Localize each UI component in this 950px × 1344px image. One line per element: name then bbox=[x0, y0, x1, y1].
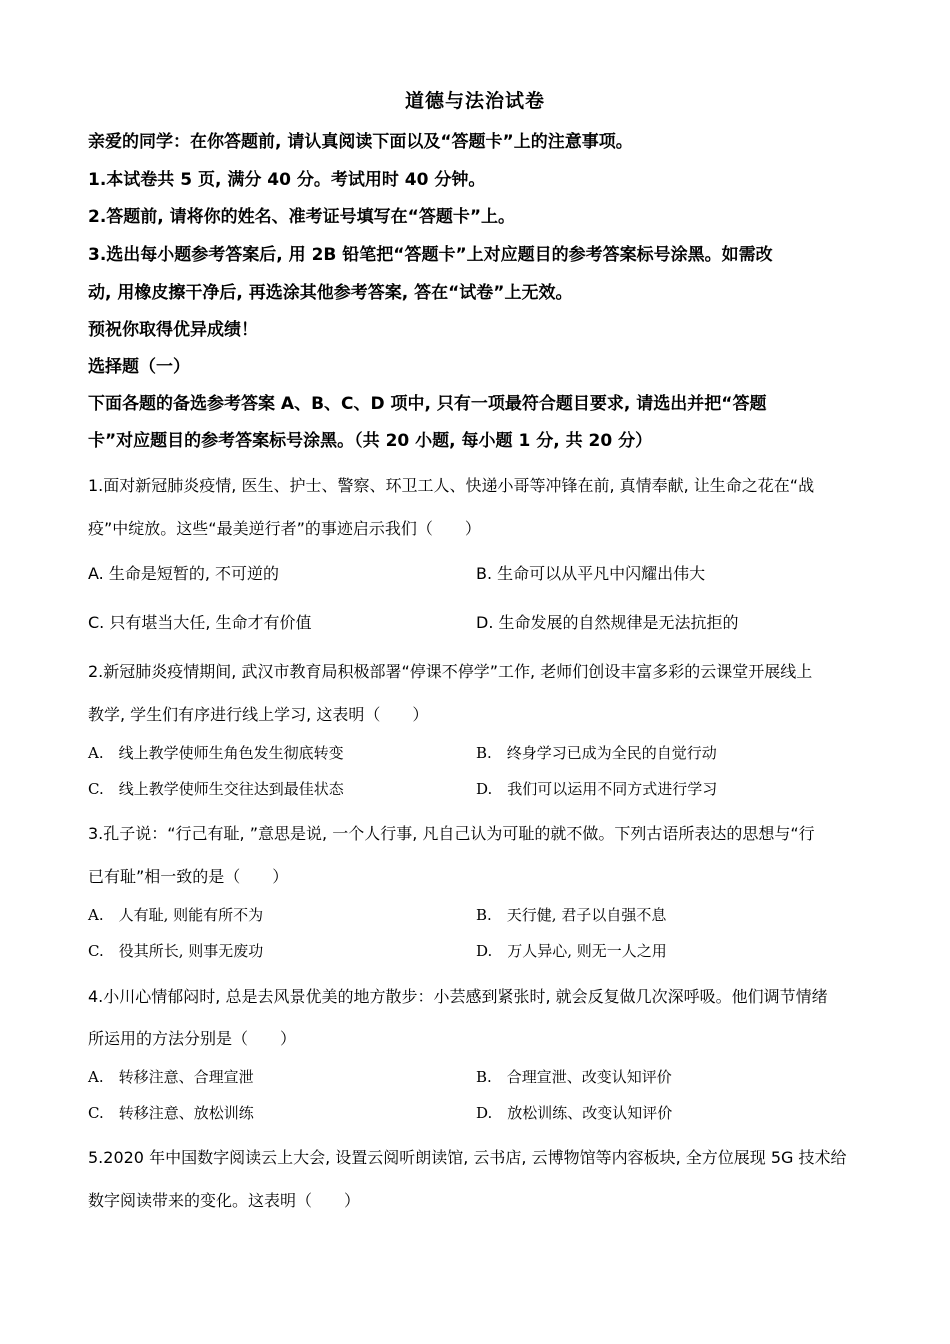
question-2-option-b: B. 终身学习已成为全民的自觉行动 bbox=[476, 744, 717, 762]
question-2-stem-line-2: 教学, 学生们有序进行线上学习, 这表明（ ） bbox=[88, 705, 429, 724]
question-1-option-c: C. 只有堪当大任, 生命才有价值 bbox=[88, 613, 312, 632]
question-3-stem-line-1: 3.孔子说：“行己有耻, ”意思是说, 一个人行事, 凡自己认为可耻的就不做。下列古语所表达的思想与“行 bbox=[88, 824, 815, 843]
question-3-option-c: C. 役其所长, 则事无废功 bbox=[88, 942, 264, 960]
question-4-stem-line-1: 4.小川心情郁闷时, 总是去风景优美的地方散步：小芸感到紧张时, 就会反复做几次深呼吸。他们调节情绪 bbox=[88, 987, 828, 1006]
question-5-stem-line-2: 数字阅读带来的变化。这表明（ ） bbox=[88, 1191, 361, 1210]
instruction-3-cont: 动, 用橡皮擦干净后, 再选涂其他参考答案, 答在“试卷”上无效。 bbox=[88, 283, 573, 303]
question-3-option-d: D. 万人异心, 则无一人之用 bbox=[476, 942, 667, 960]
section-desc-line-2: 卡”对应题目的参考答案标号涂黑。（共 20 小题, 每小题 1 分, 共 20 分） bbox=[88, 431, 653, 451]
question-2-option-c: C. 线上教学使师生交往达到最佳状态 bbox=[88, 780, 344, 798]
question-1-stem-line-1: 1.面对新冠肺炎疫情, 医生、护士、警察、环卫工人、快递小哥等冲锋在前, 真情奉献, 让生命之花在“战 bbox=[88, 476, 815, 495]
instruction-3: 3.选出每小题参考答案后, 用 2B 铅笔把“答题卡”上对应题目的参考答案标号涂黑。如需改 bbox=[88, 245, 773, 265]
instruction-2: 2.答题前, 请将你的姓名、准考证号填写在“答题卡”上。 bbox=[88, 207, 516, 227]
question-5-stem-line-1: 5.2020 年中国数字阅读云上大会, 设置云阅听朗读馆, 云书店, 云博物馆等内容板块, 全方位展现 5G 技术给 bbox=[88, 1148, 847, 1167]
question-4-option-b: B. 合理宣泄、改变认知评价 bbox=[476, 1068, 672, 1086]
section-title: 选择题（一） bbox=[88, 357, 190, 377]
question-4-option-d: D. 放松训练、改变认知评价 bbox=[476, 1104, 673, 1122]
question-3-stem-line-2: 已有耻”相一致的是（ ） bbox=[88, 867, 289, 886]
question-3-option-a: A. 人有耻, 则能有所不为 bbox=[88, 906, 264, 924]
page-title: 道德与法治试卷 bbox=[404, 90, 545, 112]
question-4-option-a: A. 转移注意、合理宣泄 bbox=[88, 1068, 254, 1086]
question-1-option-a: A. 生命是短暂的, 不可逆的 bbox=[88, 564, 280, 583]
question-1-option-b: B. 生命可以从平凡中闪耀出伟大 bbox=[476, 564, 706, 583]
question-2-option-d: D. 我们可以运用不同方式进行学习 bbox=[476, 780, 718, 798]
question-1-option-d: D. 生命发展的自然规律是无法抗拒的 bbox=[476, 613, 739, 632]
question-2-option-a: A. 线上教学使师生角色发生彻底转变 bbox=[88, 744, 344, 762]
instruction-wish: 预祝你取得优异成绩！ bbox=[88, 320, 258, 340]
instruction-1: 1.本试卷共 5 页, 满分 40 分。考试用时 40 分钟。 bbox=[88, 170, 486, 190]
instruction-intro: 亲爱的同学：在你答题前, 请认真阅读下面以及“答题卡”上的注意事项。 bbox=[88, 132, 633, 152]
question-4-option-c: C. 转移注意、放松训练 bbox=[88, 1104, 254, 1122]
question-2-stem-line-1: 2.新冠肺炎疫情期间, 武汉市教育局积极部署“停课不停学”工作, 老师们创设丰富多彩的云课堂开展线上 bbox=[88, 662, 813, 681]
question-4-stem-line-2: 所运用的方法分别是（ ） bbox=[88, 1029, 297, 1048]
section-desc-line-1: 下面各题的备选参考答案 A、B、C、D 项中, 只有一项最符合题目要求, 请选出并把“答题 bbox=[88, 394, 767, 414]
question-3-option-b: B. 天行健, 君子以自强不息 bbox=[476, 906, 667, 924]
question-1-stem-line-2: 疫”中绽放。这些“最美逆行者”的事迹启示我们（ ） bbox=[88, 519, 481, 538]
